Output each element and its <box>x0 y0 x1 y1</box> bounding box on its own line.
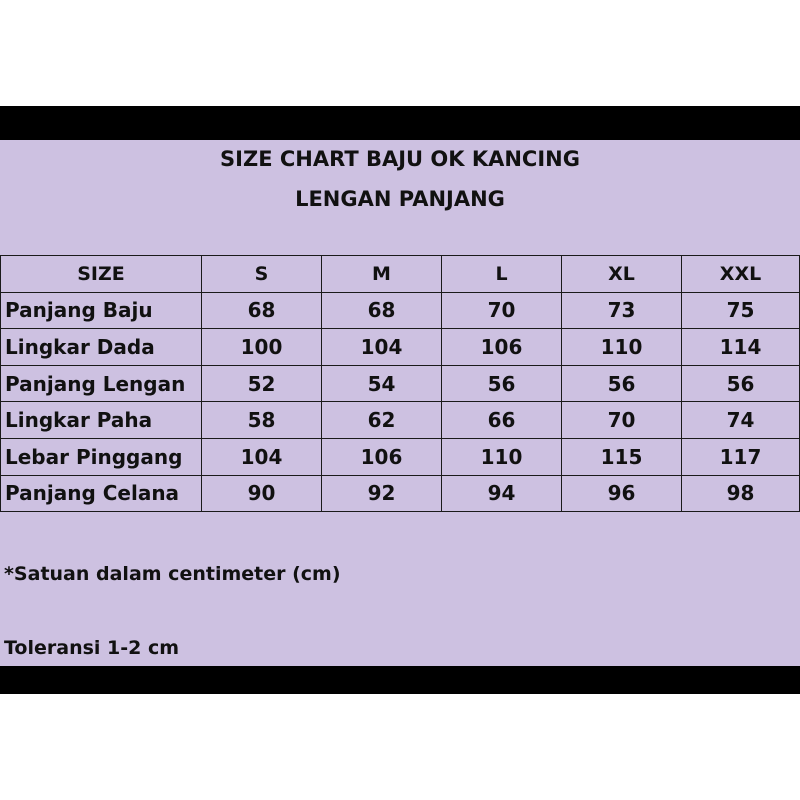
row-label: Lingkar Paha <box>1 402 202 439</box>
cell: 56 <box>442 365 562 402</box>
cell: 75 <box>682 292 800 329</box>
cell: 74 <box>682 402 800 439</box>
cell: 62 <box>322 402 442 439</box>
chart-title: SIZE CHART BAJU OK KANCING <box>220 147 580 171</box>
table-row <box>1 402 800 439</box>
cell: 106 <box>322 438 442 475</box>
cell: 56 <box>562 365 682 402</box>
cell: 54 <box>322 365 442 402</box>
table-row <box>1 292 800 329</box>
row-label: Panjang Lengan <box>1 365 202 402</box>
cell: 110 <box>442 438 562 475</box>
tolerance-note: Toleransi 1-2 cm <box>4 637 180 659</box>
cell: 104 <box>322 329 442 366</box>
cell: 90 <box>202 475 322 512</box>
table-row <box>1 475 800 512</box>
cell: 117 <box>682 438 800 475</box>
cell: 115 <box>562 438 682 475</box>
header-m: M <box>322 256 442 293</box>
cell: 58 <box>202 402 322 439</box>
cell: 96 <box>562 475 682 512</box>
row-label: Panjang Celana <box>1 475 202 512</box>
table-row <box>1 329 800 366</box>
cell: 52 <box>202 365 322 402</box>
row-label: Lebar Pinggang <box>1 438 202 475</box>
cell: 68 <box>322 292 442 329</box>
size-table <box>0 255 800 512</box>
header-s: S <box>202 256 322 293</box>
header-l: L <box>442 256 562 293</box>
cell: 66 <box>442 402 562 439</box>
cell: 100 <box>202 329 322 366</box>
cell: 106 <box>442 329 562 366</box>
cell: 73 <box>562 292 682 329</box>
table-row <box>1 365 800 402</box>
cell: 114 <box>682 329 800 366</box>
unit-note: *Satuan dalam centimeter (cm) <box>4 563 341 585</box>
header-size: SIZE <box>1 256 202 293</box>
cell: 98 <box>682 475 800 512</box>
row-label: Panjang Baju <box>1 292 202 329</box>
chart-subtitle: LENGAN PANJANG <box>295 187 505 211</box>
cell: 104 <box>202 438 322 475</box>
row-label: Lingkar Dada <box>1 329 202 366</box>
header-xl: XL <box>562 256 682 293</box>
header-xxl: XXL <box>682 256 800 293</box>
cell: 110 <box>562 329 682 366</box>
cell: 70 <box>442 292 562 329</box>
cell: 92 <box>322 475 442 512</box>
cell: 68 <box>202 292 322 329</box>
cell: 56 <box>682 365 800 402</box>
top-black-bar <box>0 106 800 140</box>
cell: 94 <box>442 475 562 512</box>
bottom-black-bar <box>0 666 800 694</box>
table-row <box>1 438 800 475</box>
cell: 70 <box>562 402 682 439</box>
table-header-row <box>1 256 800 293</box>
